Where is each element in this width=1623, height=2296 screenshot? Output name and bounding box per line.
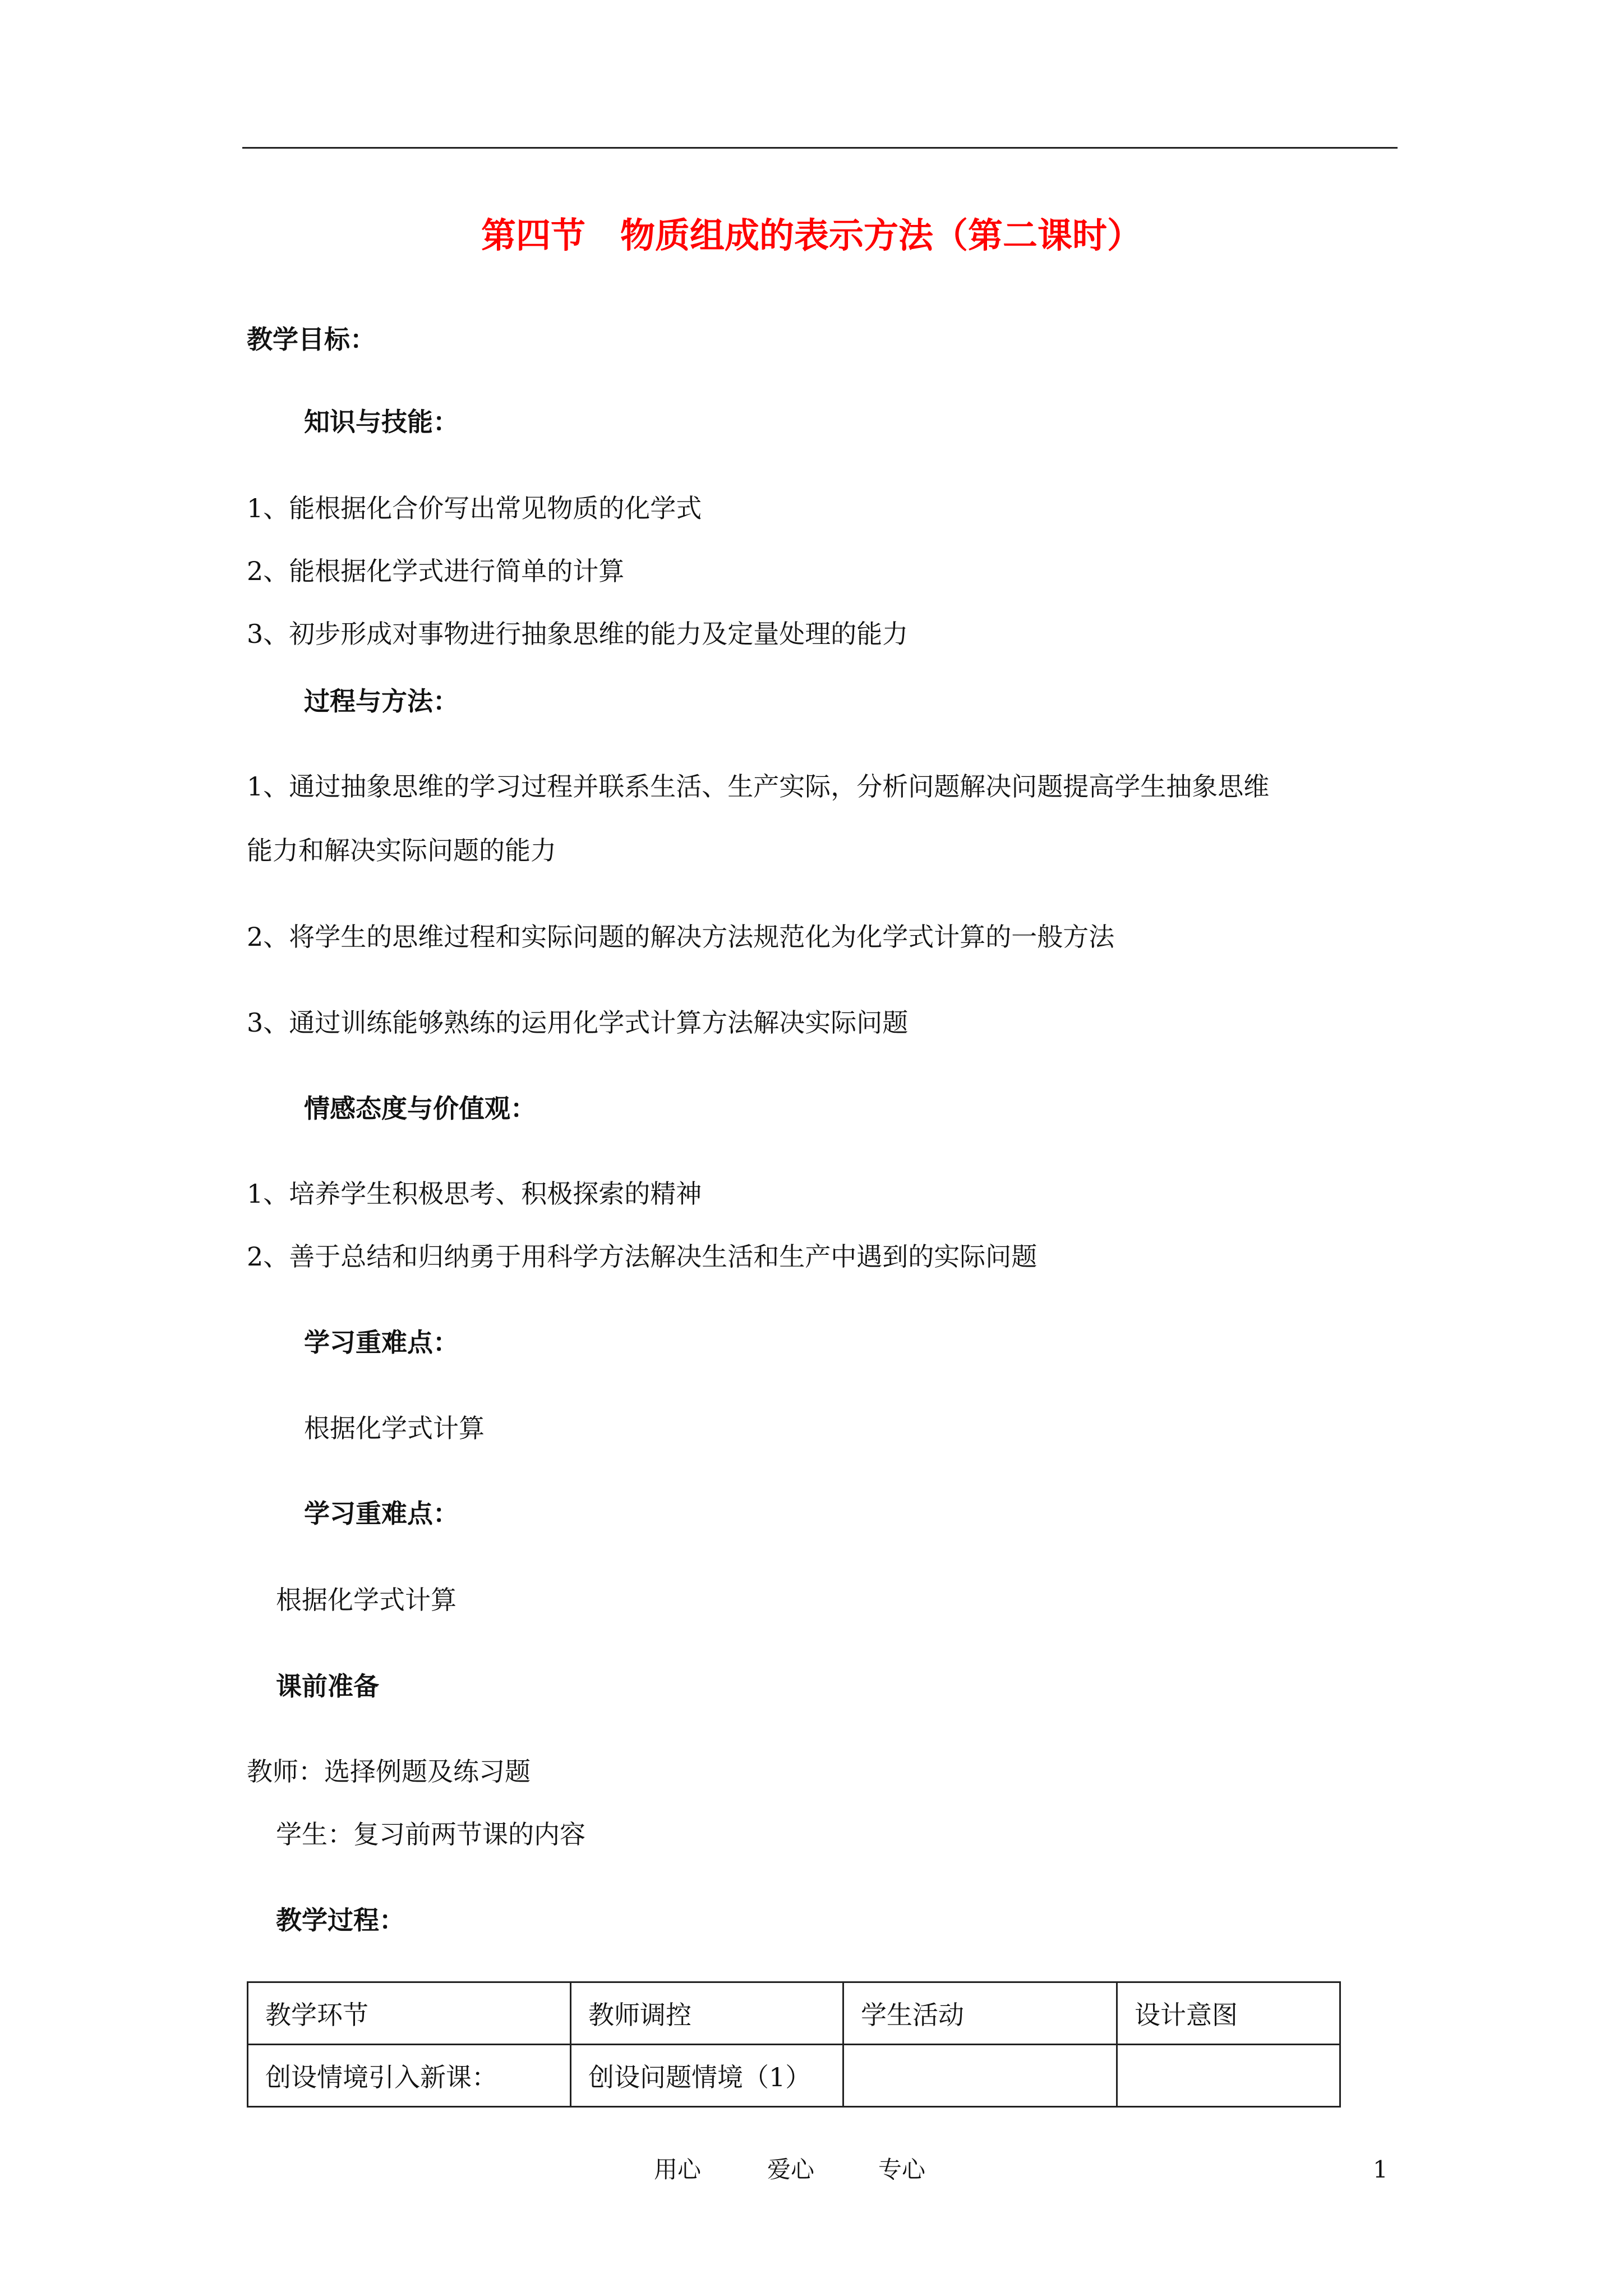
process-heading: 过程与方法： [304, 686, 459, 716]
process-item: 3、通过训练能够熟练的运用化学式计算方法解决实际问题 [247, 1007, 909, 1038]
process-item-continued: 能力和解决实际问题的能力 [247, 835, 556, 866]
table-cell: 创设问题情境（1） [571, 2045, 843, 2107]
process-item: 1、通过抽象思维的学习过程并联系生活、生产实际，分析问题解决问题提高学生抽象思维 [247, 771, 1270, 802]
process-item: 2、将学生的思维过程和实际问题的解决方法规范化为化学式计算的一般方法 [247, 922, 1115, 952]
table-header-cell: 设计意图 [1117, 1982, 1340, 2045]
key-points-heading: 学习重难点： [304, 1327, 459, 1358]
knowledge-item: 3、初步形成对事物进行抽象思维的能力及定量处理的能力 [247, 619, 909, 649]
teaching-process-heading: 教学过程： [276, 1905, 405, 1935]
preparation-teacher: 教师：选择例题及练习题 [247, 1756, 531, 1787]
table-cell: 创设情境引入新课： [248, 2045, 571, 2107]
header-rule [242, 147, 1398, 149]
emotion-heading: 情感态度与价值观： [304, 1093, 536, 1124]
footer-motto-right: 专心 [878, 2156, 926, 2183]
footer-motto-middle: 爱心 [767, 2156, 815, 2183]
knowledge-item: 1、能根据化合价写出常见物质的化学式 [247, 493, 702, 523]
knowledge-item: 2、能根据化学式进行简单的计算 [247, 556, 625, 586]
table-row [248, 2045, 1340, 2107]
teaching-process-table [247, 1981, 1341, 2108]
key-points-text: 根据化学式计算 [276, 1585, 457, 1615]
emotion-item: 1、培养学生积极思考、积极探索的精神 [247, 1179, 702, 1209]
preparation-student: 学生：复习前两节课的内容 [276, 1819, 585, 1849]
footer-motto-left: 用心 [654, 2156, 702, 2183]
goals-heading: 教学目标： [247, 324, 376, 355]
page-number: 1 [1373, 2156, 1388, 2183]
key-points-heading: 学习重难点： [304, 1498, 459, 1529]
knowledge-heading: 知识与技能： [304, 407, 459, 437]
emotion-item: 2、善于总结和归纳勇于用科学方法解决生活和生产中遇到的实际问题 [247, 1241, 1038, 1272]
key-points-text: 根据化学式计算 [304, 1413, 485, 1443]
table-header-row [248, 1982, 1340, 2045]
table-header-cell: 教学环节 [248, 1982, 571, 2045]
table-header-cell: 教师调控 [571, 1982, 843, 2045]
table-cell [843, 2045, 1117, 2107]
page-title: 第四节 物质组成的表示方法（第二课时） [481, 215, 1142, 256]
table-header-cell: 学生活动 [843, 1982, 1117, 2045]
preparation-heading: 课前准备 [276, 1671, 379, 1701]
table-cell [1117, 2045, 1340, 2107]
